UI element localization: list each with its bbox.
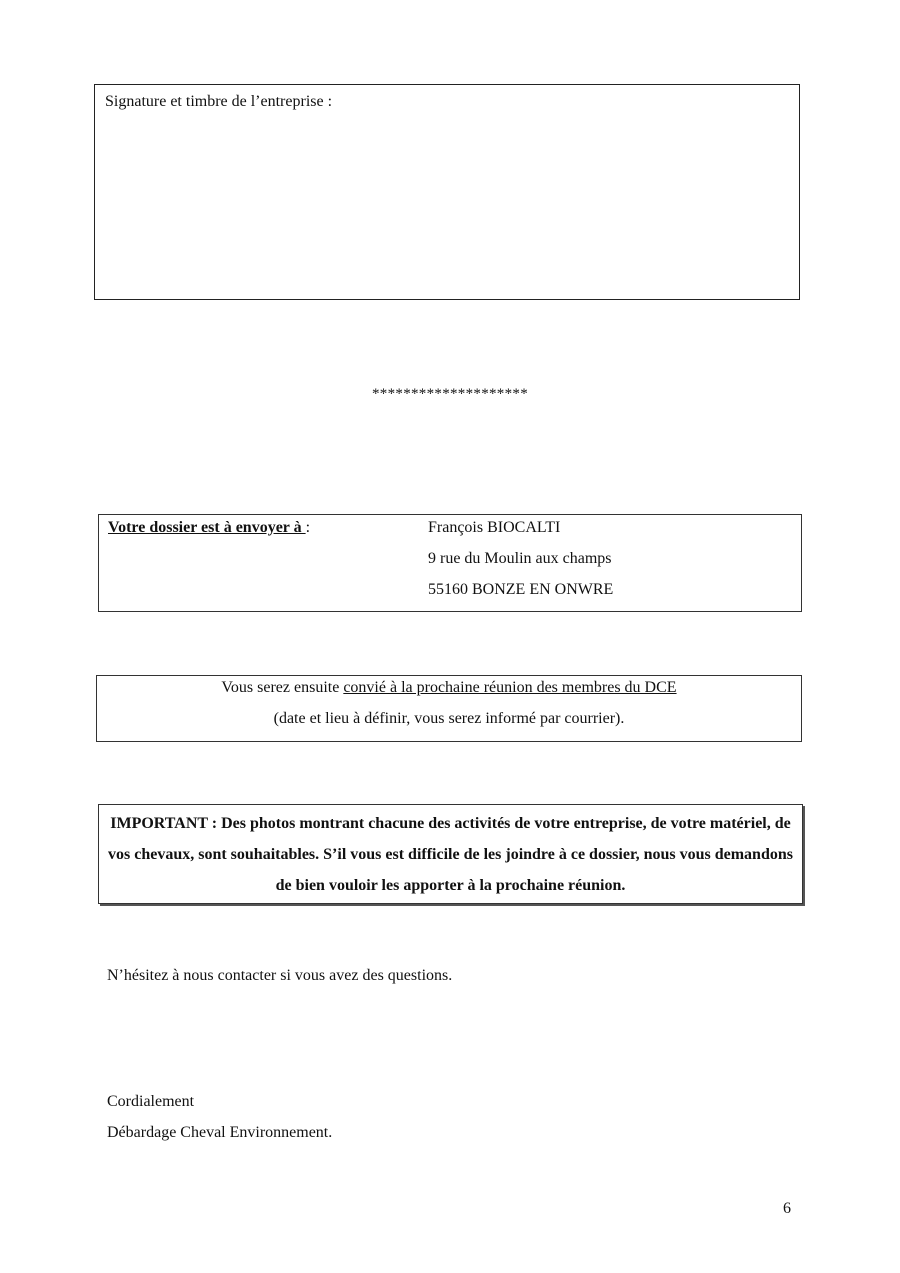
address-label-colon: : [305, 519, 311, 536]
meeting-box [96, 675, 802, 742]
signature-stamp-box [94, 84, 800, 300]
closing-salutation: Cordialement [107, 1093, 195, 1110]
address-name: François BIOCALTI [428, 519, 561, 536]
important-notice-box [98, 804, 803, 904]
signature-box-label: Signature et timbre de l’entreprise : [105, 93, 333, 110]
address-box [98, 514, 802, 612]
meeting-line-1-underlined: convié à la prochaine réunion des membres du DCE [343, 679, 677, 696]
asterisk-separator: ******************** [372, 386, 528, 402]
address-label-text: Votre dossier est à envoyer à [108, 519, 306, 536]
address-city: 55160 BONZE EN ONWRE [428, 581, 614, 598]
address-street: 9 rue du Moulin aux champs [428, 550, 612, 567]
contact-line: N’hésitez à nous contacter si vous avez des questions. [107, 967, 453, 984]
address-label [108, 519, 310, 537]
important-notice-text: IMPORTANT : Des photos montrant chacune des activités de votre entreprise, de votre matériel, de vos chevaux, sont souhaitables. S’il vous est difficile de les joindre à ce dossier, nous vous demandons de bien vouloir les apporter à la prochaine réunion. [108, 815, 793, 894]
company-name: Débardage Cheval Environnement. [107, 1124, 333, 1141]
page-number: 6 [783, 1200, 791, 1217]
meeting-line-1-prefix: Vous serez ensuite [221, 679, 344, 696]
meeting-line-2: (date et lieu à définir, vous serez informé par courrier). [273, 710, 625, 727]
meeting-line-1 [97, 679, 801, 697]
